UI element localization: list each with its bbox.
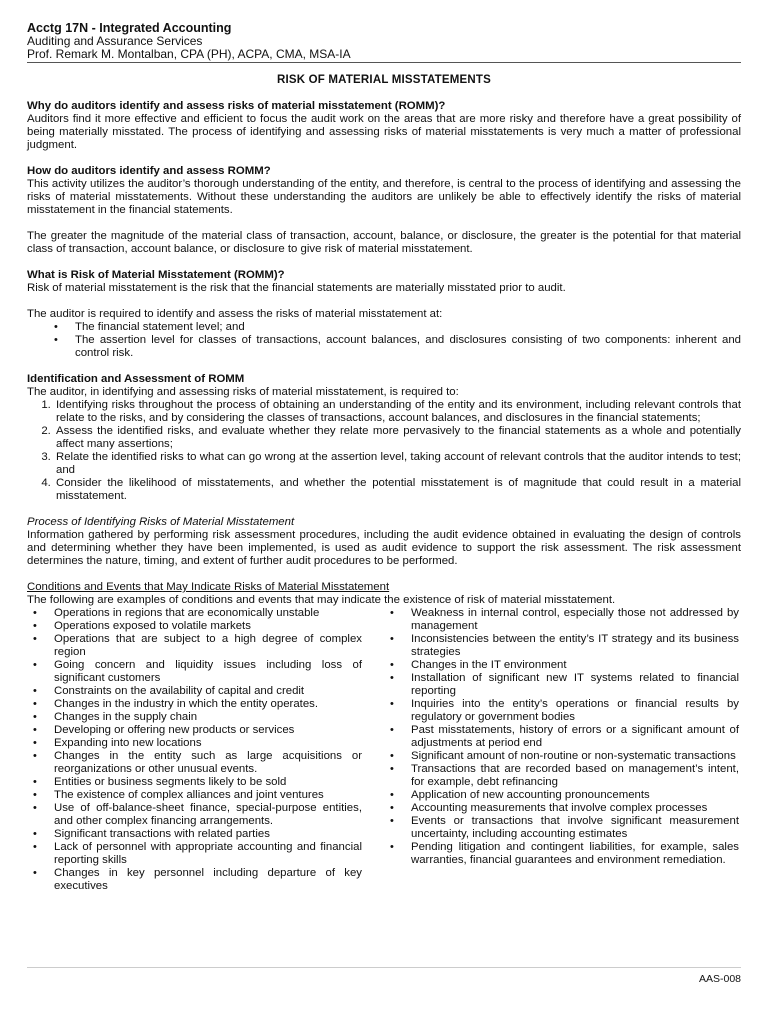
conditions-columns: [27, 607, 741, 893]
document-header: [27, 22, 741, 61]
conditions-left-list: [27, 607, 384, 893]
list-item: • Transactions that are recorded based on management’s intent, for example, debt refinancing: [411, 763, 741, 789]
list-item: • Developing or offering new products or services: [54, 724, 384, 737]
list-item: • Changes in the supply chain: [54, 711, 384, 724]
section-heading-why: Why do auditors identify and assess risks of material misstatement (ROMM)?: [27, 100, 446, 112]
list-item: • Operations in regions that are economically unstable: [54, 607, 384, 620]
list-item: • Entities or business segments likely to be sold: [54, 776, 384, 789]
document-body: [27, 100, 741, 893]
page-title: RISK OF MATERIAL MISSTATEMENTS: [276, 74, 492, 86]
page-code: AAS-008: [698, 973, 741, 985]
list-item: 4. Consider the likelihood of misstatements, and whether the potential misstatement is of magnitude that could result in a material misstatement.: [54, 477, 741, 503]
list-item: • Pending litigation and contingent liabilities, for example, sales warranties, financial guarantees and environment remediation.: [411, 841, 741, 867]
list-item: • Past misstatements, history of errors or a significant amount of adjustments at period end: [411, 724, 741, 750]
list-item: • Changes in key personnel including departure of key executives: [54, 867, 384, 893]
identification-steps-list: [27, 399, 741, 503]
section-text-why: Auditors find it more effective and efficient to focus the audit work on the areas that are more risky and therefore have a great possibility of being materially misstated. The process of identifying and assessing risks of material misstatements is very much a matter of professional judgment.: [27, 113, 741, 151]
section-intro-identification: The auditor, in identifying and assessing risks of material misstatement, is required to:: [27, 386, 459, 398]
list-item: • Significant transactions with related parties: [54, 828, 384, 841]
section-text-how-2: The greater the magnitude of the material class of transaction, account, balance, or disclosure, the greater is the potential for that material class of transaction, account balance, or disclosure to give risk of material misstatement.: [27, 230, 741, 255]
list-item: • Accounting measurements that involve complex processes: [411, 802, 741, 815]
list-item: • The financial statement level; and: [75, 321, 741, 334]
section-heading-process: Process of Identifying Risks of Material Misstatement: [27, 516, 295, 528]
list-item: • Inquiries into the entity’s operations or financial results by regulatory or government bodies: [411, 698, 741, 724]
list-item: • Going concern and liquidity issues including loss of significant customers: [54, 659, 384, 685]
list-item: • Weakness in internal control, especially those not addressed by management: [411, 607, 741, 633]
list-item: • Changes in the entity such as large acquisitions or reorganizations or other unusual events.: [54, 750, 384, 776]
conditions-left-column: [27, 607, 384, 893]
list-item: 3. Relate the identified risks to what can go wrong at the assertion level, taking account of relevant controls that the auditor intends to test; and: [54, 451, 741, 477]
list-item: • Operations exposed to volatile markets: [54, 620, 384, 633]
list-item: • Changes in the IT environment: [411, 659, 741, 672]
section-heading-conditions: Conditions and Events that May Indicate Risks of Material Misstatement: [27, 581, 390, 593]
professor-line: Prof. Remark M. Montalban, CPA (PH), ACPA, CMA, MSA-IA: [27, 47, 351, 61]
list-item: • The assertion level for classes of transactions, account balances, and disclosures consisting of two components: inherent and control risk.: [75, 334, 741, 360]
list-item: • Expanding into new locations: [54, 737, 384, 750]
list-item: • Use of off-balance-sheet finance, special-purpose entities, and other complex financing arrangements.: [54, 802, 384, 828]
conditions-right-column: [384, 607, 741, 893]
list-item: • Inconsistencies between the entity’s IT strategy and its business strategies: [411, 633, 741, 659]
list-item: • Application of new accounting pronouncements: [411, 789, 741, 802]
list-item: • Operations that are subject to a high degree of complex region: [54, 633, 384, 659]
conditions-right-list: [384, 607, 741, 867]
list-item: • The existence of complex alliances and joint ventures: [54, 789, 384, 802]
list-item: • Constraints on the availability of capital and credit: [54, 685, 384, 698]
list-item: • Events or transactions that involve significant measurement uncertainty, including accounting estimates: [411, 815, 741, 841]
section-intro-levels: The auditor is required to identify and assess the risks of material misstatement at:: [27, 308, 443, 320]
section-heading-identification: Identification and Assessment of ROMM: [27, 373, 245, 385]
subject-line: Auditing and Assurance Services: [27, 34, 203, 48]
levels-list: [27, 321, 741, 360]
list-item: • Significant amount of non-routine or non-systematic transactions: [411, 750, 741, 763]
section-text-how-1: This activity utilizes the auditor’s thorough understanding of the entity, and therefore, is central to the process of identifying and assessing the risks of material misstatements. Without these understanding the auditors are unlikely be able to effectively identify the risks of material misstatement in the financial statements.: [27, 178, 741, 216]
header-divider: [27, 62, 741, 63]
list-item: • Lack of personnel with appropriate accounting and financial reporting skills: [54, 841, 384, 867]
section-heading-what: What is Risk of Material Misstatement (ROMM)?: [27, 269, 285, 281]
list-item: 2. Assess the identified risks, and evaluate whether they relate more pervasively to the financial statements as a whole and potentially affect many assertions;: [54, 425, 741, 451]
section-text-what: Risk of material misstatement is the risk that the financial statements are materially misstated prior to audit.: [27, 282, 566, 294]
course-title: Acctg 17N - Integrated Accounting: [27, 21, 232, 35]
list-item: 1. Identifying risks throughout the process of obtaining an understanding of the entity and its environment, including relevant controls that relate to the risks, and by considering the classes of transactions, account balances, and disclosures in the financial statements;: [54, 399, 741, 425]
section-heading-how: How do auditors identify and assess ROMM?: [27, 165, 271, 177]
list-item: • Changes in the industry in which the entity operates.: [54, 698, 384, 711]
section-intro-conditions: The following are examples of conditions and events that may indicate the existence of risk of material misstatement.: [27, 594, 616, 606]
footer-divider: [27, 967, 741, 968]
section-text-process: Information gathered by performing risk assessment procedures, including the audit evidence obtained in evaluating the design of controls and determining whether they have been implemented, is used as audit evidence to support the risk assessment. The risk assessment determines the nature, timing, and extent of further audit procedures to be performed.: [27, 529, 741, 567]
list-item: • Installation of significant new IT systems related to financial reporting: [411, 672, 741, 698]
